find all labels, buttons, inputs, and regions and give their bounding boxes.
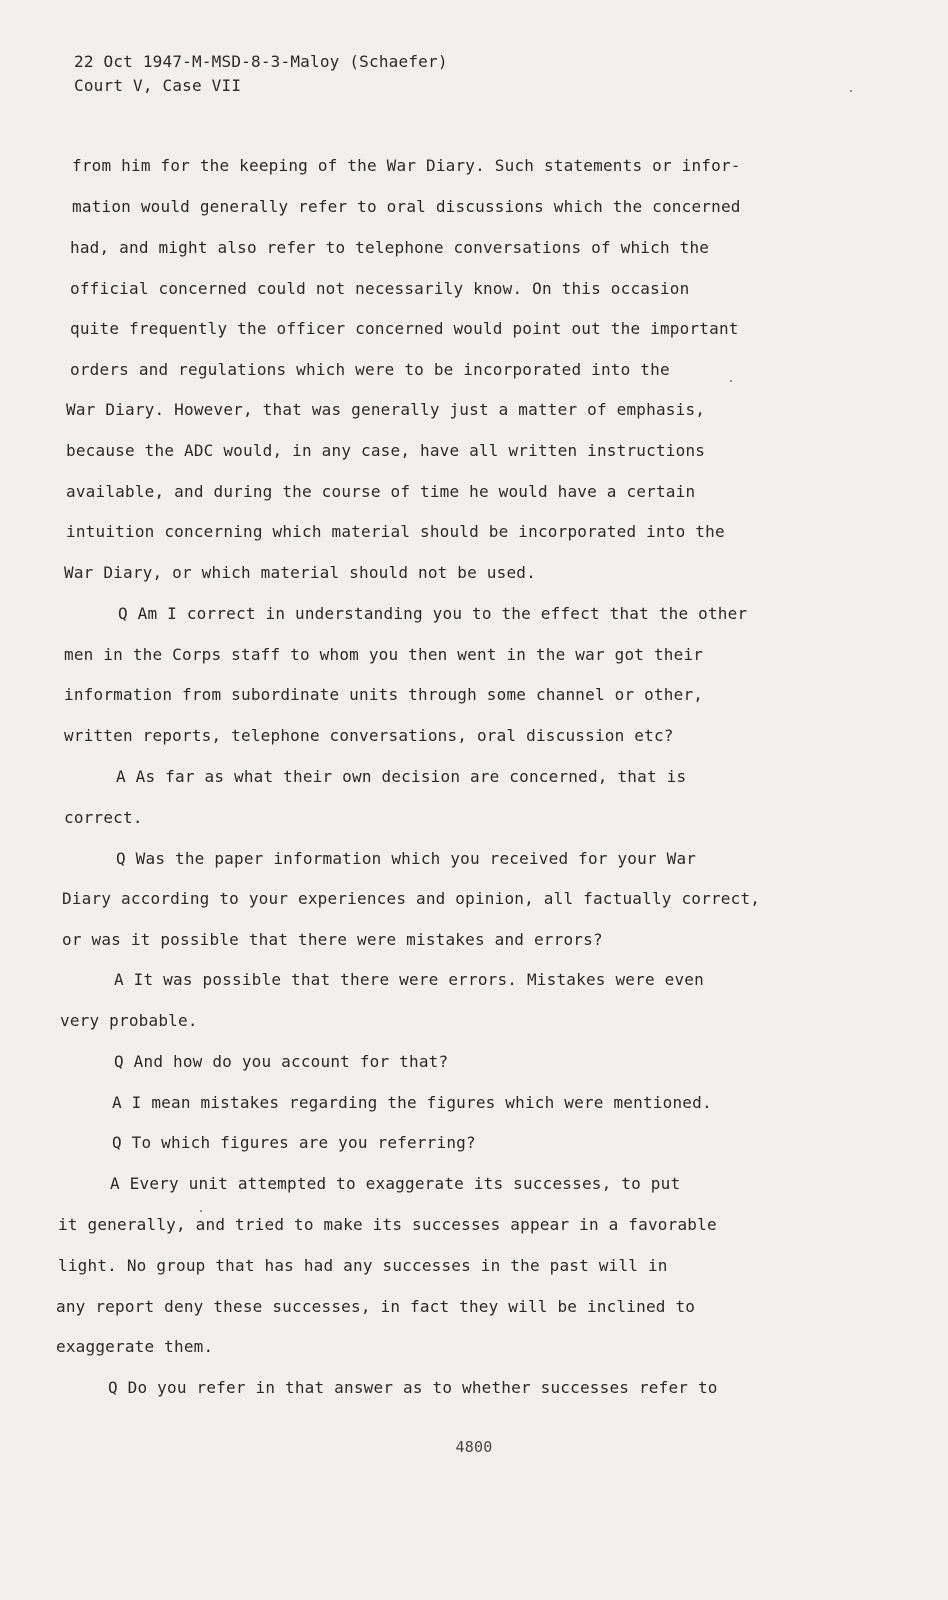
body-line: official concerned could not necessarily know. On this occasion (70, 279, 690, 298)
body-line: quite frequently the officer concerned would point out the important (70, 319, 739, 338)
body-line: Diary according to your experiences and opinion, all factually correct, (62, 889, 761, 908)
body-line: very probable. (60, 1011, 198, 1030)
body-line: light. No group that has had any successes in the past will in (58, 1256, 668, 1275)
body-line: intuition concerning which material should be incorporated into the (66, 522, 725, 541)
question-line: Q Do you refer in that answer as to whether successes refer to (108, 1378, 718, 1397)
body-line: orders and regulations which were to be incorporated into the (70, 360, 670, 379)
body-line: written reports, telephone conversations, oral discussion etc? (64, 726, 674, 745)
answer-line: A It was possible that there were errors. Mistakes were even (114, 970, 704, 989)
body-line: correct. (64, 808, 143, 827)
body-line: had, and might also refer to telephone conversations of which the (70, 238, 710, 257)
question-line: Q And how do you account for that? (114, 1052, 449, 1071)
body-line: because the ADC would, in any case, have all written instructions (66, 441, 706, 460)
paper-speck (730, 380, 732, 382)
body-line: War Diary. However, that was generally just a matter of emphasis, (66, 400, 706, 419)
body-line: available, and during the course of time he would have a certain (66, 482, 696, 501)
body-line: any report deny these successes, in fact they will be inclined to (56, 1297, 696, 1316)
question-line: Q Am I correct in understanding you to the effect that the other (118, 604, 748, 623)
body-line: or was it possible that there were mistakes and errors? (62, 930, 603, 949)
body-line: men in the Corps staff to whom you then went in the war got their (64, 645, 704, 664)
question-line: Q Was the paper information which you received for your War (116, 849, 697, 868)
paper-speck (850, 90, 852, 92)
body-line: mation would generally refer to oral discussions which the concerned (72, 197, 741, 216)
body-line: from him for the keeping of the War Diary. Such statements or infor- (72, 156, 741, 175)
header-reference: 22 Oct 1947-M-MSD-8-3-Maloy (Schaefer) (74, 52, 448, 71)
body-line: information from subordinate units through some channel or other, (64, 685, 704, 704)
body-line: War Diary, or which material should not be used. (64, 563, 536, 582)
question-line: Q To which figures are you referring? (112, 1133, 476, 1152)
paper-speck (200, 1210, 202, 1212)
header-court-case: Court V, Case VII (74, 76, 242, 95)
answer-line: A Every unit attempted to exaggerate its successes, to put (110, 1174, 681, 1193)
body-line: exaggerate them. (56, 1337, 214, 1356)
answer-line: A As far as what their own decision are concerned, that is (116, 767, 687, 786)
body-line: it generally, and tried to make its successes appear in a favorable (58, 1215, 717, 1234)
answer-line: A I mean mistakes regarding the figures which were mentioned. (112, 1093, 712, 1112)
page-number: 4800 (455, 1438, 493, 1456)
